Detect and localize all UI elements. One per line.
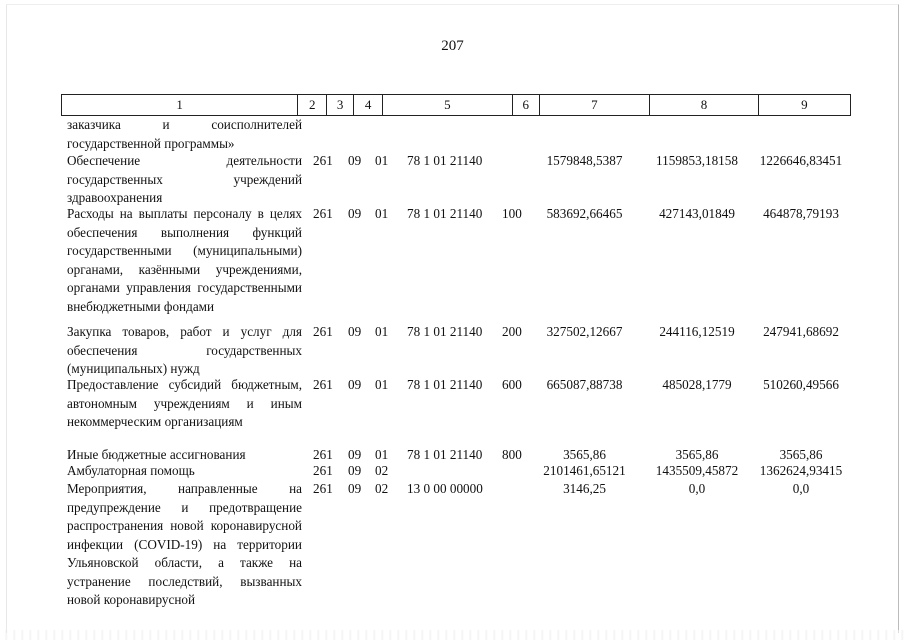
expense-type: 600 <box>502 377 522 392</box>
amount-col-7: 665087,88738 <box>546 377 623 392</box>
column-header-6: 6 <box>512 95 539 115</box>
row-description: Мероприятия, направленные на предупреждение и предотвращение распространения новой коронавирусной инфекции (COVID-19) на территории Ульяновской области, а также на устранение последствий, вызванных новой коронавирусной <box>67 481 302 607</box>
column-header-9: 9 <box>758 95 850 115</box>
subsection-code: 01 <box>375 447 389 462</box>
section-code: 09 <box>348 463 362 478</box>
section-code: 09 <box>348 377 362 392</box>
expense-type: 100 <box>502 206 522 221</box>
column-header-4: 4 <box>353 95 382 115</box>
amount-col-7: 583692,66465 <box>546 206 623 221</box>
target-article: 78 1 01 21140 <box>407 206 483 221</box>
amount-col-9: 0,0 <box>792 481 810 496</box>
target-article: 13 0 00 00000 <box>407 481 483 496</box>
amount-col-9: 1362624,93415 <box>759 463 843 478</box>
target-article: 78 1 01 21140 <box>407 153 483 168</box>
row-description: Закупка товаров, работ и услуг для обеспечения государственных (муниципальных) нужд <box>67 324 302 376</box>
amount-col-7: 3565,86 <box>563 447 606 462</box>
row-description: Предоставление субсидий бюджетным, автономным учреждениям и иным некоммерческим организациям <box>67 377 302 429</box>
amount-col-7: 327502,12667 <box>546 324 623 339</box>
subsection-code: 01 <box>375 377 389 392</box>
amount-col-8: 485028,1779 <box>662 377 732 392</box>
section-code: 09 <box>348 481 362 496</box>
admin-code: 261 <box>313 377 333 392</box>
subsection-code: 02 <box>375 463 389 478</box>
admin-code: 261 <box>313 206 333 221</box>
expense-type: 200 <box>502 324 522 339</box>
amount-col-7: 3146,25 <box>563 481 606 496</box>
row-description: заказчика и соисполнителей государственной программы» <box>67 117 302 151</box>
amount-col-8: 427143,01849 <box>659 206 735 221</box>
target-article: 78 1 01 21140 <box>407 377 483 392</box>
expense-type: 800 <box>502 447 522 462</box>
row-description: Амбулаторная помощь <box>67 463 195 478</box>
amount-col-9: 247941,68692 <box>763 324 839 339</box>
section-code: 09 <box>348 153 362 168</box>
row-description: Расходы на выплаты персоналу в целях обеспечения выполнения функций государственными (муниципальными) органами, казёнными учреждениями, органами управления государственными внебюджетными фондами <box>67 206 302 314</box>
amount-col-8: 3565,86 <box>675 447 719 462</box>
amount-col-8: 1159853,18158 <box>656 153 738 168</box>
section-code: 09 <box>348 447 362 462</box>
admin-code: 261 <box>313 324 333 339</box>
column-header-8: 8 <box>649 95 758 115</box>
amount-col-7: 2101461,65121 <box>543 463 626 478</box>
row-description: Иные бюджетные ассигнования <box>67 447 246 462</box>
subsection-code: 01 <box>375 324 389 339</box>
target-article: 78 1 01 21140 <box>407 324 483 339</box>
subsection-code: 01 <box>375 206 389 221</box>
scan-noise <box>0 630 905 640</box>
column-header-3: 3 <box>326 95 353 115</box>
section-code: 09 <box>348 206 362 221</box>
column-header-1: 1 <box>176 97 183 112</box>
amount-col-9: 510260,49566 <box>763 377 839 392</box>
amount-col-9: 464878,79193 <box>763 206 839 221</box>
admin-code: 261 <box>313 481 333 496</box>
table-header <box>61 94 851 116</box>
row-description: Обеспечение деятельности государственных учреждений здравоохранения <box>67 153 302 205</box>
column-header-5: 5 <box>382 95 512 115</box>
column-header-2: 2 <box>297 95 326 115</box>
target-article: 78 1 01 21140 <box>407 447 483 462</box>
subsection-code: 01 <box>375 153 389 168</box>
admin-code: 261 <box>313 153 333 168</box>
subsection-code: 02 <box>375 481 389 496</box>
amount-col-8: 1435509,45872 <box>655 463 739 478</box>
admin-code: 261 <box>313 463 333 478</box>
admin-code: 261 <box>313 447 333 462</box>
amount-col-8: 0,0 <box>688 481 706 496</box>
page-number: 207 <box>441 38 464 54</box>
amount-col-9: 3565,86 <box>779 447 823 462</box>
amount-col-8: 244116,12519 <box>659 324 735 339</box>
amount-col-7: 1579848,5387 <box>546 153 623 168</box>
section-code: 09 <box>348 324 362 339</box>
column-header-7: 7 <box>539 95 650 115</box>
amount-col-9: 1226646,83451 <box>759 153 843 168</box>
